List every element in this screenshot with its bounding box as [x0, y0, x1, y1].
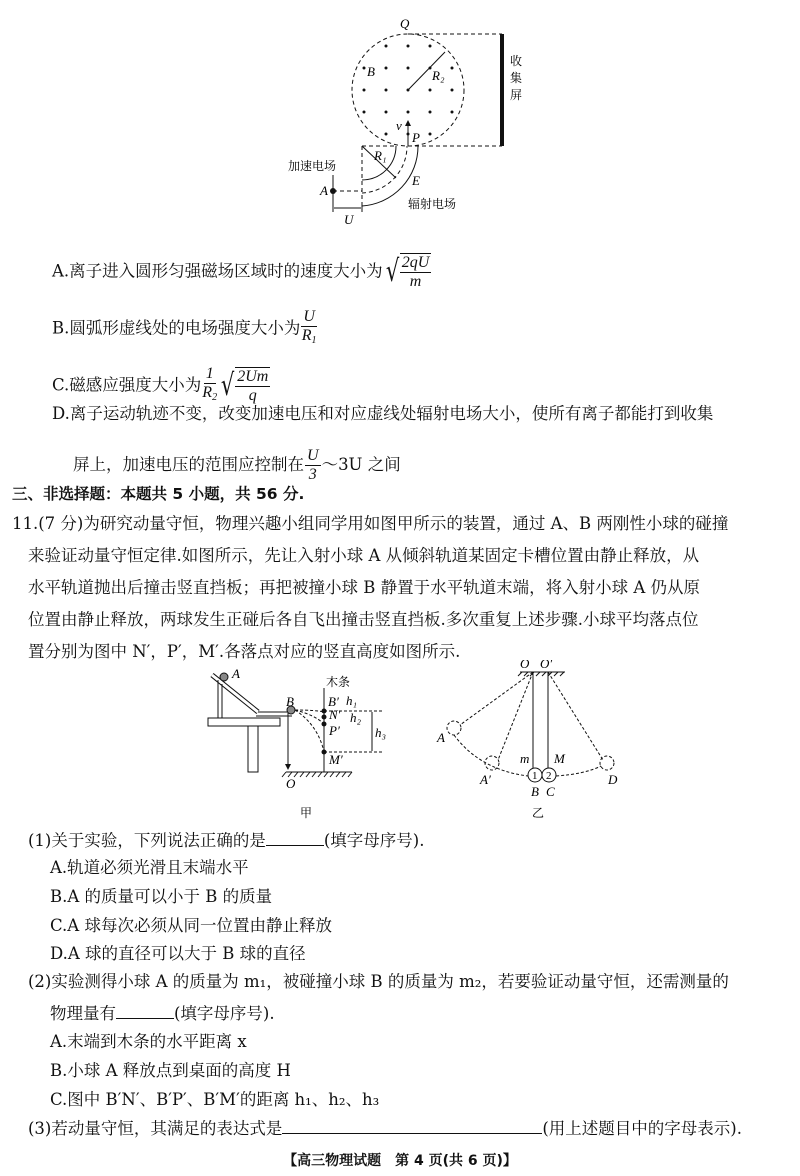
numerator: 1 — [205, 365, 214, 382]
label-screen-2: 集 — [510, 71, 523, 85]
p1-option-c: C.A 球每次必须从同一位置由静止释放 — [50, 916, 332, 935]
page-footer: 【高三物理试题 第 4 页(共 6 页)】 — [283, 1153, 517, 1169]
field-dot — [429, 45, 432, 48]
stem-text: 物理量有 — [50, 1004, 116, 1023]
ball-1: 1 — [532, 770, 538, 782]
field-dot — [429, 89, 432, 92]
answer-blank — [266, 829, 324, 846]
label-o-prime: O′ — [540, 660, 553, 671]
label-n-prime: N′ — [329, 707, 341, 722]
field-dot — [385, 133, 388, 136]
label-a: A — [232, 666, 240, 681]
label-q: Q — [400, 16, 410, 31]
label-m-large: M — [554, 751, 565, 766]
stem-text-end: (用上述题目中的字母表示). — [542, 1119, 742, 1138]
label-h3: h₃ — [375, 725, 387, 740]
q11-line: 置分别为图中 N′，P′，M′.各落点对应的竖直高度如图所示. — [28, 642, 461, 661]
label-d: D — [608, 772, 618, 787]
sqrt-expression: √ $\frac{2qU}{m}$ — [385, 254, 430, 290]
label-screen-1: 收 — [510, 54, 523, 68]
label-a-prime: A′ — [480, 772, 491, 787]
stem-text-end: (填字母序号). — [174, 1004, 275, 1023]
label-p: P — [412, 130, 420, 145]
p2-option-a: A.末端到木条的水平距离 x — [50, 1032, 247, 1051]
q11-line: 水平轨道抛出后撞击竖直挡板；再把被撞小球 B 静置于水平轨道末端，将入射小球 A 仍从原 — [28, 578, 701, 597]
subscript: 2 — [212, 392, 218, 403]
field-dot — [429, 133, 432, 136]
field-dot — [385, 111, 388, 114]
label-r2: R₂ — [432, 68, 445, 83]
stem-text: (1)关于实验，下列说法正确的是 — [28, 831, 266, 850]
answer-blank — [282, 1117, 542, 1134]
section-heading: 三、非选择题：本题共 5 小题，共 56 分. — [12, 485, 305, 503]
field-dot — [385, 67, 388, 70]
label-wood-strip: 木条 — [326, 675, 351, 689]
label-b-prime: B′ — [328, 694, 339, 709]
option-c-text: C.磁感应强度大小为 — [52, 375, 202, 395]
field-dot — [363, 67, 366, 70]
label-accel-field: 加速电场 — [288, 159, 337, 173]
label-b: B — [286, 694, 294, 709]
q11-line: 来验证动量守恒定律.如图所示，先让入射小球 A 从倾斜轨道某固定卡槽位置由静止释放，从 — [28, 546, 700, 565]
caption-yi: 乙 — [532, 806, 545, 820]
q11-line: 位置由静止释放，两球发生正碰后各自飞出撞击竖直挡板.多次重复上述步骤.小球平均落点位 — [28, 610, 699, 629]
field-dot — [363, 89, 366, 92]
denominator: R — [301, 327, 312, 344]
option-c: C.磁感应强度大小为 $\frac{1}{R_2}$ √ $\frac{2Um}{q}$ — [52, 365, 269, 404]
denominator: 3 — [308, 466, 317, 483]
p1-option-a: A.轨道必须光滑且末端水平 — [50, 858, 249, 877]
field-dot — [385, 45, 388, 48]
field-dot — [407, 67, 410, 70]
field-dot — [385, 89, 388, 92]
stem-text: (3)若动量守恒，其满足的表达式是 — [28, 1119, 283, 1138]
option-a — [52, 253, 432, 291]
field-dot — [451, 67, 454, 70]
q11-line: 11.(7 分)为研究动量守恒，物理兴趣小组同学用如图甲所示的装置，通过 A、B 两刚性小球的碰撞 — [12, 514, 729, 533]
p1-option-d: D.A 球的直径可以大于 B 球的直径 — [50, 944, 306, 963]
label-o: O — [286, 776, 296, 791]
field-dot — [451, 111, 454, 114]
label-u: U — [344, 212, 354, 227]
q11-part2-stem: (2)实验测得小球 A 的质量为 m₁，被碰撞小球 B 的质量为 m₂，若要验证动量守恒，还需测量的 — [28, 972, 729, 991]
label-h1: h₁ — [346, 693, 358, 708]
label-r1: R₁ — [374, 148, 387, 163]
label-a: A — [320, 183, 328, 198]
field-dot — [429, 111, 432, 114]
figure-yi-pendulum — [420, 660, 620, 830]
answer-blank — [116, 1002, 174, 1019]
label-p-prime: P′ — [329, 723, 340, 738]
numerator: U — [303, 308, 315, 325]
label-c: C — [546, 784, 555, 799]
figure-jia-apparatus — [200, 660, 400, 830]
field-dot — [407, 111, 410, 114]
q11-part2-stem2 — [50, 1002, 275, 1024]
ball-2: 2 — [546, 770, 552, 782]
label-m-small: m — [520, 751, 530, 766]
label-o: O — [520, 660, 530, 671]
field-dot — [451, 89, 454, 92]
denominator: q — [248, 387, 257, 404]
field-dot — [407, 45, 410, 48]
label-b: B — [367, 64, 375, 79]
stem-text-end: (填字母序号). — [323, 831, 425, 850]
option-b — [52, 308, 318, 350]
p2-option-b: B.小球 A 释放点到桌面的高度 H — [50, 1061, 291, 1080]
denominator: R — [202, 384, 213, 401]
caption-jia: 甲 — [300, 806, 313, 820]
option-a-text: A.离子进入圆形匀强磁场区域时的速度大小为 — [52, 261, 383, 281]
label-screen-3: 屏 — [510, 88, 523, 102]
numerator: 2Um — [237, 368, 269, 385]
label-v: v — [396, 118, 402, 133]
ion-collector-diagram — [270, 0, 530, 230]
denominator: m — [409, 273, 422, 290]
option-d-text-end: ～3U 之间 — [321, 455, 401, 474]
q11-part1-stem — [28, 829, 425, 851]
p2-option-c: C.图中 B′N′、B′P′、B′M′的距离 h₁、h₂、h₃ — [50, 1090, 380, 1109]
option-b-text: B.圆弧形虚线处的电场强度大小为 — [52, 318, 301, 338]
option-d-line1: D.离子运动轨迹不变，改变加速电压和对应虚线处辐射电场大小，使所有离子都能打到收集 — [52, 404, 714, 423]
p1-option-b: B.A 的质量可以小于 B 的质量 — [50, 887, 273, 906]
numerator: U — [307, 447, 319, 464]
q11-part3-stem — [28, 1117, 742, 1139]
label-e: E — [412, 173, 420, 188]
label-h2: h₂ — [350, 710, 362, 725]
option-d-text: 屏上，加速电压的范围应控制在 — [73, 455, 304, 474]
subscript: 1 — [311, 335, 317, 346]
label-a: A — [437, 730, 445, 745]
field-dot — [363, 111, 366, 114]
label-b: B — [531, 784, 539, 799]
label-m-prime: M′ — [329, 752, 343, 767]
option-d-line2 — [73, 447, 401, 484]
numerator: 2qU — [401, 254, 430, 271]
label-radial-field: 辐射电场 — [408, 197, 457, 211]
